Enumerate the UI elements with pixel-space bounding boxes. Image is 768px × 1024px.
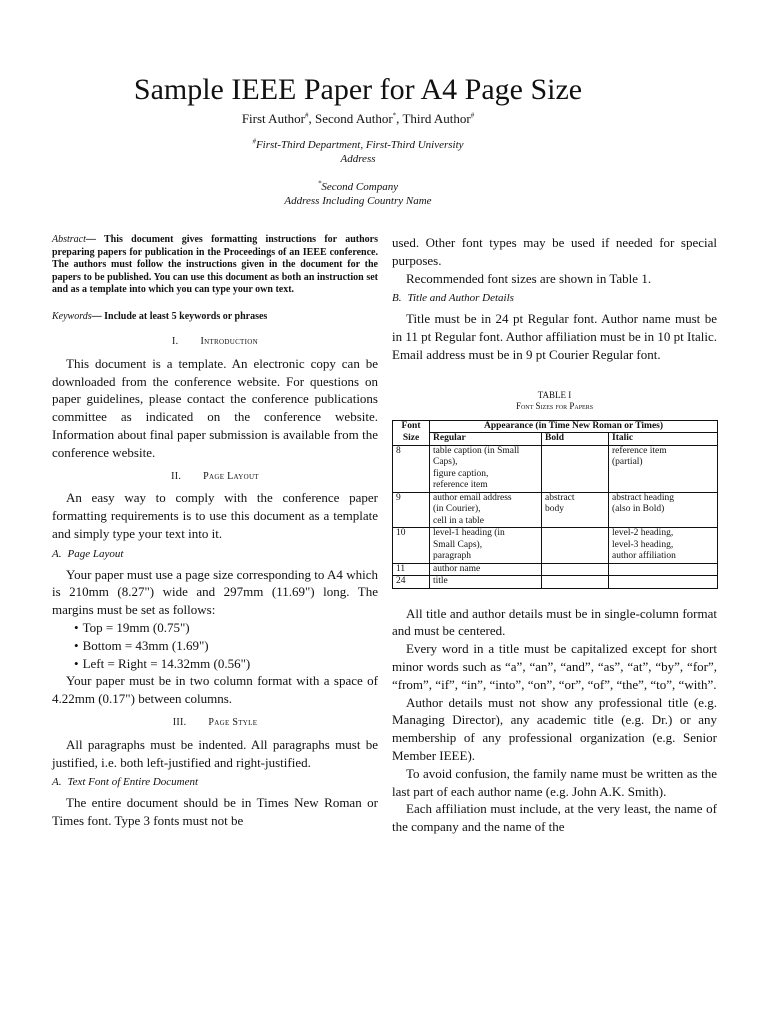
cell-italic: reference item (partial) [609,445,718,492]
keywords-text: — Include at least 5 keywords or phrases [91,310,268,322]
abstract [52,234,378,297]
cell-bold [542,576,609,589]
affiliation-1-line-1: First-Third Department, First-Third University [255,139,464,151]
paper-title: Sample IEEE Paper for A4 Page Size [133,73,583,106]
table-subcaption: Font Sizes for Papers [515,400,594,411]
cell-regular: author name [430,563,542,576]
affiliation-2-line-1: Second Company [321,181,399,193]
header-cell-regular: Regular [430,433,542,446]
list-item: • Left = Right = 14.32mm (0.56") [52,655,378,673]
cell-regular: level-1 heading (in Small Caps), paragraph [430,528,542,564]
cell-bold [542,563,609,576]
paragraph: This document is a template. An electronic copy can be downloaded from the conference website. For questions on paper guidelines, please contact the conference publications committee as indicated on the conference website. Information about final paper submission is available from the conference website. [52,355,378,460]
keywords-label: Keywords [52,310,92,322]
paragraph: An easy way to comply with the conference paper formatting requirements is to use this document as a template and simply type your text into it. [52,490,378,541]
affiliation-2-line-2: Address Including Country Name [284,195,432,207]
author-2: Second Author [315,111,393,126]
paragraph: All title and author details must be in single-column format and must be centered. [392,605,717,639]
abstract-text: — This document gives formatting instructions for authors preparing papers for publication in the Proceedings of an IEEE conference. The authors must follow the instructions given in the document for the papers to be published. You can use this document as both an instruction set and as a template into which you can type your own text. [52,234,378,295]
paragraph: Your paper must use a page size corresponding to A4 which is 210mm (8.27") wide and 297mm (11.69") long. The margins must be set as follows: [52,566,378,618]
section-heading-introduction [52,333,378,351]
cell-size: 11 [393,563,430,576]
table-header-row [393,420,718,433]
cell-italic: abstract heading (also in Bold) [609,492,718,528]
keywords [52,311,378,324]
section-heading-page-style [52,714,378,732]
table-header-row [393,433,718,446]
subsection-number: A. [52,547,62,560]
subsection-number: A. [52,776,62,789]
author-2-mark: * [392,111,397,120]
table-row [393,492,718,528]
cell-regular: title [430,576,542,589]
header-cell-font: Font [393,420,430,433]
affiliation-1 [0,138,716,166]
table-row [393,528,718,564]
affiliation-1-line-2: Address [340,153,376,165]
table-body [393,445,718,588]
table-row [393,576,718,589]
table-caption: TABLE I [537,389,572,400]
left-column [52,234,378,830]
cell-size: 10 [393,528,430,564]
cell-size: 24 [393,576,430,589]
cell-bold [542,528,609,564]
author-1-mark: # [305,111,309,120]
paragraph: All paragraphs must be indented. All paragraphs must be justified, i.e. both left-justified and right-justified. [52,736,378,770]
paragraph: Your paper must be in two column format with a space of 4.22mm (0.17") between columns. [52,673,378,707]
header-cell-size: Size [393,433,430,446]
cell-regular: table caption (in Small Caps), figure caption, reference item [430,445,542,492]
subsection-heading-page-layout [52,546,378,564]
author-1: First Author [241,111,306,126]
cell-bold [542,445,609,492]
header-cell-appearance: Appearance (in Time New Roman or Times) [430,420,718,433]
cell-italic: level-2 heading, level-3 heading, author affiliation [609,528,718,564]
section-title: Page Style [208,716,258,728]
author-separator: , [308,111,316,126]
subsection-heading-title-author [392,290,717,308]
paragraph: Title must be in 24 pt Regular font. Author name must be in 11 pt Regular font. Author affiliation must be in 10 pt Italic. Email address must be in 9 pt Courier Regular font. [392,311,717,362]
list-item: • Top = 19mm (0.75") [52,619,378,637]
section-title: Page Layout [203,470,259,482]
section-number: III. [172,716,187,728]
list-item: • Bottom = 43mm (1.69") [52,637,378,655]
section-number: I. [172,336,179,347]
paragraph: To avoid confusion, the family name must be written as the last part of each author name (e.g. John A.K. Smith). [392,765,717,799]
paragraph: Author details must not show any professional title (e.g. Managing Director), any academic title (e.g. Dr.) or any membership of any professional organization (e.g. Senior Member IEEE). [392,694,717,763]
cell-italic [609,563,718,576]
author-line [0,111,716,127]
affiliation-2-mark: * [317,179,322,188]
cell-regular: author email address (in Courier), cell in a table [430,492,542,528]
font-size-table [392,420,718,589]
author-3-mark: # [470,111,475,120]
subsection-heading-text-font [52,774,378,792]
author-3: Third Author [402,111,471,126]
header-cell-bold: Bold [542,433,609,446]
subsection-title: Title and Author Details [407,292,514,305]
header-cell-italic: Italic [609,433,718,446]
subsection-number: B. [392,292,402,305]
paragraph: The entire document should be in Times New Roman or Times font. Type 3 fonts must not be [52,795,378,828]
section-number: II. [171,470,182,482]
paragraph: Each affiliation must include, at the very least, the name of the company and the name of the [392,801,717,835]
table-row [393,445,718,492]
section-title: Introduction [200,336,258,347]
paragraph: Recommended font sizes are shown in Table 1. [406,270,652,286]
right-column [392,234,717,836]
affiliation-1-mark: # [252,137,256,146]
abstract-label: Abstract [52,234,86,245]
affiliation-2 [0,180,716,208]
paragraph: Every word in a title must be capitalized except for short minor words such as “a”, “an”, “and”, “as”, “at”, “by”, “for”, “from”, “if”, “in”, “into”, “on”, “or”, “of”, “the”, “to”, “with”. [392,641,717,692]
cell-size: 9 [393,492,430,528]
cell-bold: abstract body [542,492,609,528]
cell-italic [609,576,718,589]
margin-list [52,619,378,672]
section-heading-page-layout [52,468,378,486]
subsection-title: Page Layout [67,547,124,560]
table-row [393,563,718,576]
cell-size: 8 [393,445,430,492]
author-separator: , [396,111,403,126]
subsection-title: Text Font of Entire Document [67,776,199,789]
paragraph-continued: used. Other font types may be used if needed for special purposes. [392,235,717,268]
